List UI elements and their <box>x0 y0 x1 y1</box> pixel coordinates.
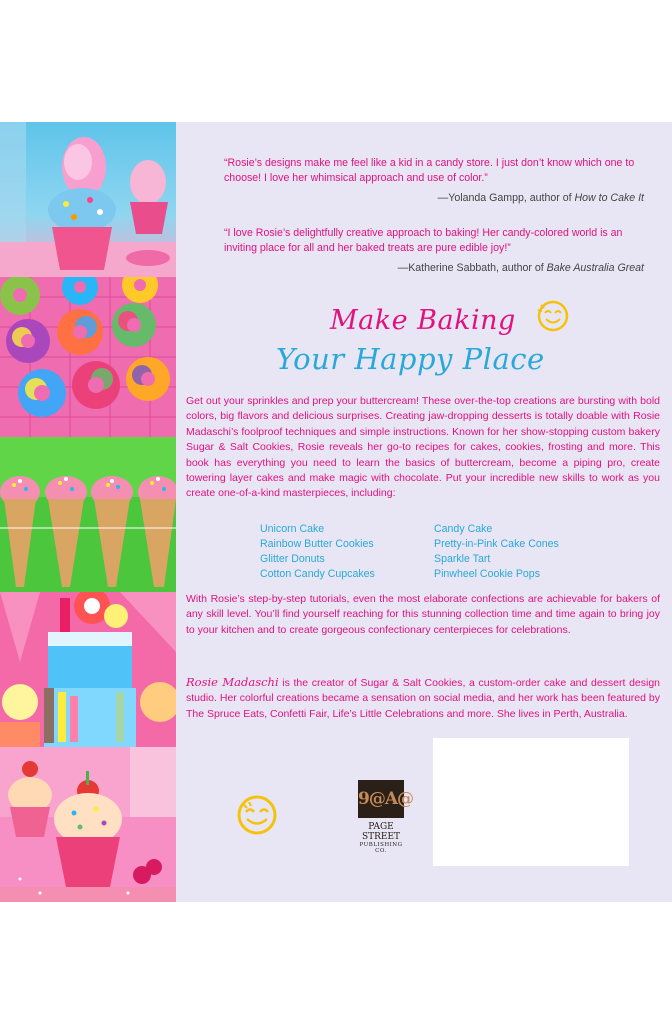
smiley-logo-icon <box>236 794 278 836</box>
photo-cotton-candy-cupcakes <box>0 122 176 277</box>
back-cover <box>0 122 672 902</box>
quote-1-attribution <box>438 192 644 204</box>
quote-2-author-of: , author of <box>495 262 547 274</box>
author-name: Rosie Madaschi <box>186 675 279 689</box>
quote-2-attribution <box>398 262 644 274</box>
publisher-subtitle: PUBLISHING CO. <box>359 842 403 854</box>
author-bio-text: is the creator of Sugar & Salt Cookies, a custom-order cake and dessert design studio. Her colorful creations became a sensation on social media, and her work has been featured by The Spruce Eats, Confetti Fair, Life’s Little Celebrations and more. She lives in Perth, Australia. <box>186 677 661 720</box>
quote-1-book: How to Cake It <box>574 192 644 204</box>
recipe-item: Glitter Donuts <box>260 553 325 565</box>
smiley-logo-icon <box>536 299 570 333</box>
tutorial-paragraph: With Rosie’s step-by-step tutorials, even the most elaborate confections are achievable for bakers of any skill level. You’ll find yourself reaching for this stunning collection time and time again to bring joy to your kitchen and to create gorgeous confectionary centerpieces for celebrations. <box>186 593 660 636</box>
quote-2-book: Bake Australia Great <box>546 262 644 274</box>
publisher-mark: 9@A@ <box>358 780 404 818</box>
quote-1-author-of: , author of <box>523 192 575 204</box>
photo-cake-cones <box>0 437 176 592</box>
recipe-item: Sparkle Tart <box>434 553 491 565</box>
cover-text-area <box>176 122 672 902</box>
title-line-1: Make Baking <box>330 305 516 336</box>
photo-rainbow-donuts <box>0 277 176 437</box>
recipe-list-right <box>434 522 559 582</box>
title-line-2: Your Happy Place <box>276 342 545 376</box>
author-bio <box>186 675 660 722</box>
publisher-logo <box>354 780 414 854</box>
photo-sundae-cupcakes <box>0 747 176 902</box>
recipe-item: Pretty-in-Pink Cake Cones <box>434 538 559 550</box>
recipe-item: Pinwheel Cookie Pops <box>434 568 540 580</box>
quote-1: “Rosie’s designs make me feel like a kid in a candy store. I just don’t know which one to choose! I love her whimsical approach and use of color.” <box>224 157 635 184</box>
quote-2-author: —Katherine Sabbath <box>397 262 496 274</box>
photo-candy-cake <box>0 592 176 747</box>
quote-2: “I love Rosie’s delightfully creative approach to baking! Her candy-colored world is an inviting place for all and her baked treats are pure edible joy!” <box>224 227 623 254</box>
barcode-area <box>433 738 629 866</box>
quote-1-author: —Yolanda Gampp <box>437 192 524 204</box>
photo-strip <box>0 122 176 902</box>
recipe-item: Rainbow Butter Cookies <box>260 538 374 550</box>
recipe-item: Candy Cake <box>434 523 493 535</box>
publisher-name: PAGE STREET <box>361 822 401 842</box>
recipe-list-left <box>260 522 375 582</box>
intro-paragraph: Get out your sprinkles and prep your buttercream! These over-the-top creations are bursting with bold colors, big flavors and delicious surprises. Creating jaw-dropping desserts is totally doable with Rosie Madaschi’s foolproof techniques and simple instructions. Known for her show-stopping custom bakery Sugar & Salt Cookies, Rosie reveals her go-to recipes for cakes, cookies, frosting and more. This book has everything you need to learn the basics of buttercream, become a piping pro, create towering layer cakes and make magic with chocolate. Put your incredible new skills to work as you create one-of-a-kind masterpieces, including: <box>186 395 660 500</box>
recipe-item: Unicorn Cake <box>260 523 325 535</box>
recipe-item: Cotton Candy Cupcakes <box>260 568 375 580</box>
